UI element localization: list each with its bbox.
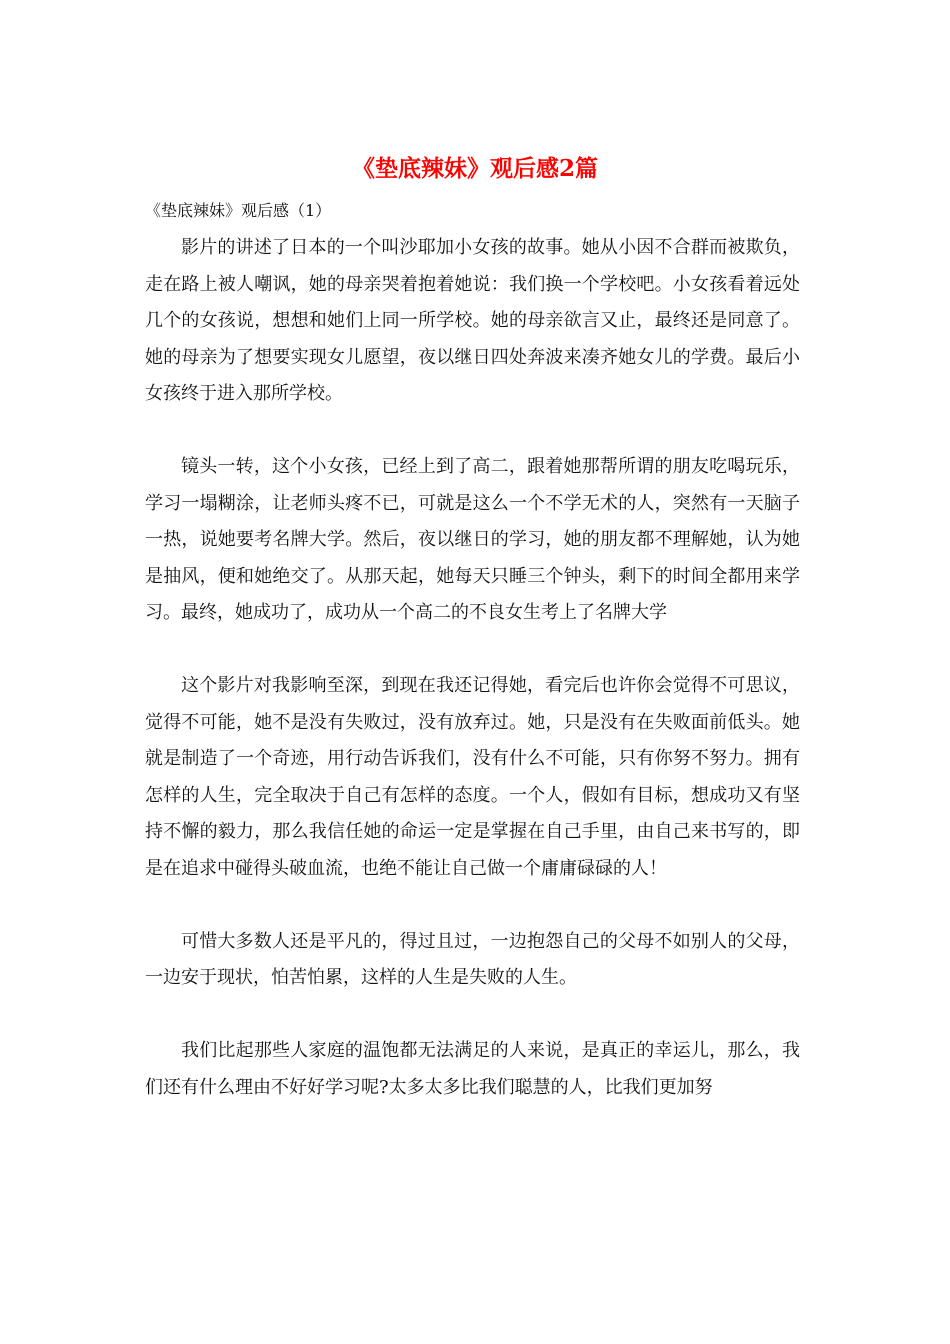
paragraph: 影片的讲述了日本的一个叫沙耶加小女孩的故事。她从小因不合群而被欺负，走在路上被人嘲讽，她的母亲哭着抱着她说：我们换一个学校吧。小女孩看着远处几个的女孩说，想想和她们上同一所学校。她的母亲欲言又止，最终还是同意了。她的母亲为了想要实现女儿愿望，夜以继日四处奔波来凑齐她女儿的学费。最后小女孩终于进入那所学校。 (145, 237, 800, 404)
paragraph: 可惜大多数人还是平凡的，得过且过，一边抱怨自己的父母不如别人的父母，一边安于现状，怕苦怕累，这样的人生是失败的人生。 (145, 930, 800, 988)
document-body (145, 230, 800, 1143)
document-title: 《垫底辣妹》观后感2篇 (351, 155, 598, 182)
paragraph: 这个影片对我影响至深，到现在我还记得她，看完后也许你会觉得不可思议，觉得不可能，她不是没有失败过，没有放弃过。她，只是没有在失败面前低头。她就是制造了一个奇迹，用行动告诉我们，没有什么不可能，只有你努不努力。拥有怎样的人生，完全取决于自己有怎样的态度。一个人，假如有目标，想成功又有坚持不懈的毅力，那么我信任她的命运一定是掌握在自己手里，由自己来书写的，即是在追求中碰得头破血流，也绝不能让自己做一个庸庸碌碌的人！ (145, 675, 800, 879)
paragraph: 镜头一转，这个小女孩，已经上到了高二，跟着她那帮所谓的朋友吃喝玩乐，学习一塌糊涂，让老师头疼不已，可就是这么一个不学无术的人，突然有一天脑子一热，说她要考名牌大学。然后，夜以继日的学习，她的朋友都不理解她，认为她是抽风，便和她绝交了。从那天起，她每天只睡三个钟头，剩下的时间全都用来学习。最终，她成功了，成功从一个高二的不良女生考上了名牌大学 (145, 456, 800, 623)
paragraph: 我们比起那些人家庭的温饱都无法满足的人来说，是真正的幸运儿，那么，我们还有什么理由不好好学习呢?太多太多比我们聪慧的人，比我们更加努 (145, 1040, 800, 1098)
section-heading: 《垫底辣妹》观后感（1） (145, 201, 332, 220)
